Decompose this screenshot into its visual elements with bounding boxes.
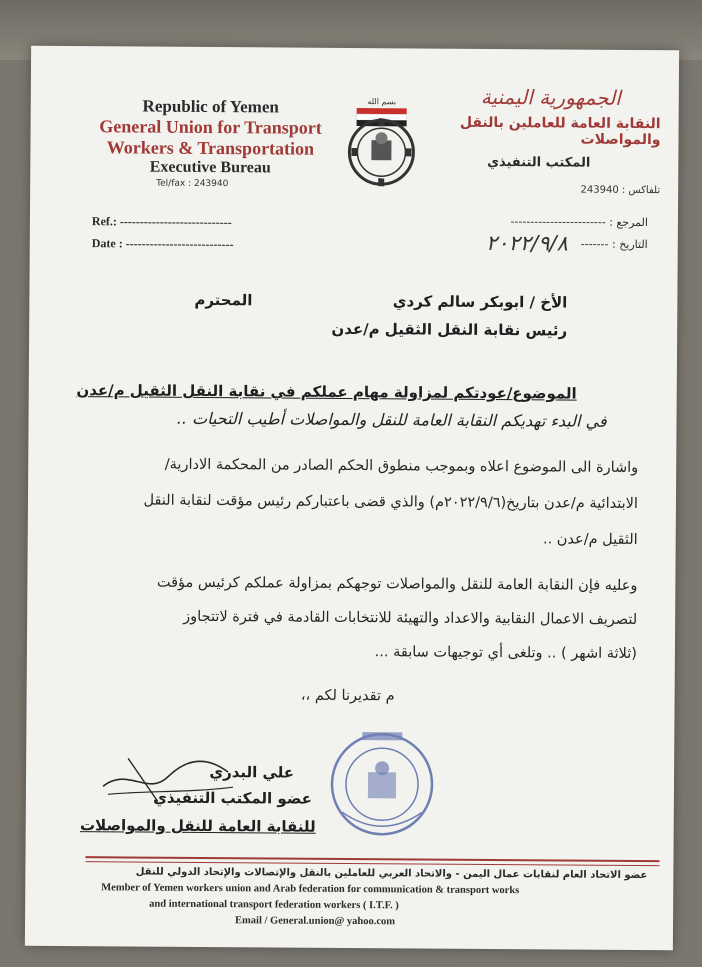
org-name-line1: General Union for Transport — [99, 116, 322, 138]
signatory-org: للنقابة العامة للنقل والمواصلات — [79, 816, 316, 836]
handwritten-date: ٢٠٢٢/٩/٨ — [485, 230, 568, 256]
country-name-ar: الجمهورية اليمنية — [480, 84, 621, 110]
date-field-ar: التاريخ : ------- — [580, 237, 648, 252]
closing-line: م تقديرنا لكم ،، — [300, 687, 395, 705]
body-line: الثقيل م/عدن .. — [542, 531, 638, 548]
body-line: لتصريف الاعمال النقابية والاعداد والتهيئة للانتخابات القادمة في فترة لاتتجاوز — [183, 608, 638, 628]
respect-salutation: المحترم — [194, 290, 253, 310]
svg-text:بسم الله: بسم الله — [367, 97, 397, 107]
english-letterhead — [70, 96, 351, 190]
ref-field-ar: المرجع : ------------------------ — [510, 215, 648, 230]
body-line: الابتدائية م/عدن بتاريخ(٢٠٢٢/٩/٦م) والذي قضى باعتباركم رئيس مؤقت لنقابة النقل — [143, 492, 639, 512]
footer-english-line2: and international transport federation workers ( I.T.F. ) — [149, 898, 399, 912]
bureau-name-ar: المكتب التنفيذي — [487, 154, 591, 171]
signatory-name: علي البدري — [209, 763, 295, 782]
bureau-name: Executive Bureau — [149, 158, 271, 177]
signatory-title: عضو المكتب التنفيذي — [153, 788, 312, 808]
telfax-ar: تلفاكس : 243940 — [580, 184, 661, 197]
footer-english-line1: Member of Yemen workers union and Arab federation for communication & transport works — [101, 882, 520, 897]
footer-divider — [85, 861, 659, 866]
telfax-en: Tel/fax : 243940 — [156, 178, 229, 190]
letter-page — [25, 46, 679, 951]
org-name-ar: النقابة العامة للعاملين بالنقل والمواصلات — [459, 114, 661, 149]
addressee-title: رئيس نقابة النقل الثقيل م/عدن — [331, 319, 568, 340]
official-stamp-icon — [322, 722, 443, 843]
org-name-line2: Workers & Transportation — [106, 137, 315, 159]
body-line: (ثلاثة اشهر ) .. وتلغى أي توجيهات سابقة ... — [374, 644, 637, 662]
union-emblem-icon — [338, 94, 425, 191]
footer-arabic: عضو الاتحاد العام لنقابات عمال اليمن - والاتحاد العربي للعاملين بالنقل والإتصالات والإتحاد الدولي للنقل — [135, 866, 648, 882]
body-line: واشارة الى الموضوع اعلاه وبموجب منطوق الحكم الصادر من المحكمة الادارية/ — [164, 456, 639, 476]
country-name: Republic of Yemen — [142, 96, 279, 117]
letter-greeting: في البدء تهديكم النقابة العامة للنقل والمواصلات أطيب التحيات .. — [176, 408, 607, 431]
ref-field: Ref.: ---------------------------- — [91, 214, 232, 230]
footer-email: Email / General.union@ yahoo.com — [235, 915, 396, 928]
arabic-letterhead — [430, 85, 661, 197]
addressee-name: الأخ / ابوبكر سالم كردي — [392, 292, 568, 312]
date-field: Date : --------------------------- — [91, 236, 234, 252]
letter-subject: الموضوع/عودتكم لمزاولة مهام عملكم في نقابة النقل الثقيل م/عدن — [76, 381, 577, 403]
body-line: وعليه فإن النقابة العامة للنقل والمواصلات توجهكم بمزاولة عملكم كرئيس مؤقت — [156, 574, 638, 594]
